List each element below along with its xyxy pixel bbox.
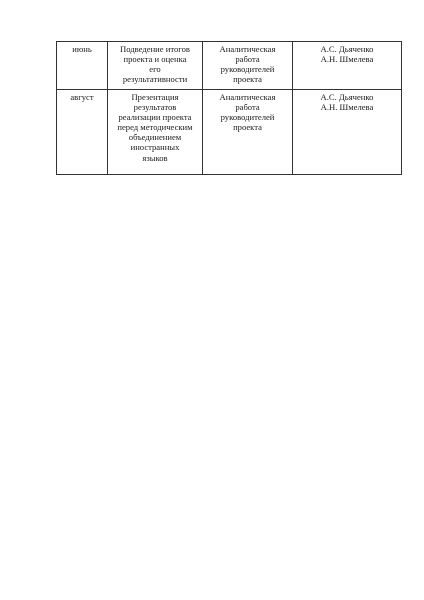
event-text-line: проекта и оценка: [123, 54, 187, 65]
event-text-line: реализации проекта: [118, 112, 192, 123]
responsible-name: А.С. Дьяченко: [320, 92, 374, 102]
event-text-line: его: [149, 64, 161, 75]
event-text-line: Подведение итогов: [120, 44, 190, 54]
table-row: [57, 90, 402, 175]
form-cell: [203, 90, 293, 175]
event-cell: [108, 90, 203, 175]
month-text: август: [70, 92, 94, 102]
form-text-line: проекта: [233, 122, 262, 133]
form-cell: [203, 42, 293, 90]
form-text-line: руководителей: [220, 112, 275, 123]
month-cell: [57, 90, 108, 175]
form-text-line: Аналитическая: [219, 44, 276, 54]
form-text-line: проекта: [233, 74, 262, 85]
month-text: июнь: [72, 44, 92, 54]
responsible-name: А.Н. Шмелева: [320, 54, 374, 65]
responsible-cell: [293, 42, 402, 90]
table-row: [57, 42, 402, 90]
responsible-cell: [293, 90, 402, 175]
event-text-line: перед методическим: [117, 122, 193, 133]
form-text-line: Аналитическая: [219, 92, 276, 102]
event-text-line: результативности: [122, 74, 188, 85]
event-cell: [108, 42, 203, 90]
form-text-line: работа: [235, 54, 260, 65]
responsible-name: А.С. Дьяченко: [320, 44, 374, 54]
event-text-line: объединением: [128, 132, 182, 143]
event-text-line: результатов: [133, 102, 177, 113]
responsible-name: А.Н. Шмелева: [320, 102, 374, 113]
project-plan-table: [56, 41, 402, 175]
month-cell: [57, 42, 108, 90]
form-text-line: руководителей: [220, 64, 275, 75]
event-text-line: иностранных: [130, 142, 180, 153]
event-text-line: Презентация: [131, 92, 179, 102]
form-text-line: работа: [235, 102, 260, 113]
event-text-line: языков: [142, 152, 168, 163]
